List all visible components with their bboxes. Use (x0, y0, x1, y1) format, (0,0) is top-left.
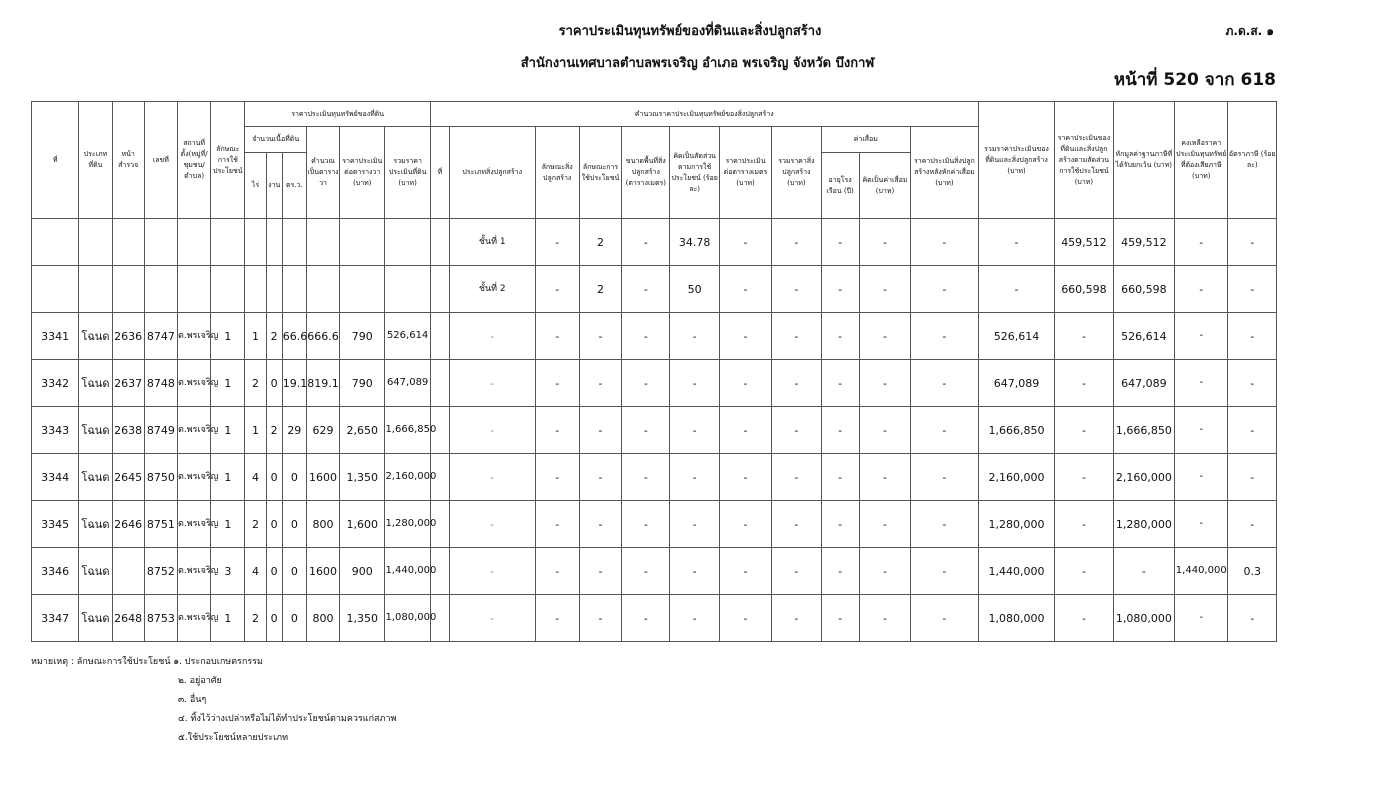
cell-bprice: - (719, 454, 771, 501)
cell-land: 2,160,000 (385, 454, 430, 501)
note-item: ๕.ใช้ประโยชน์หลายประเภท (178, 733, 289, 743)
cell-btotal: - (772, 407, 821, 454)
cell-age: - (821, 454, 859, 501)
cell-btotal: - (772, 548, 821, 595)
cell-usage: 3 (211, 548, 245, 595)
cell-land: 1,440,000 (385, 548, 430, 595)
cell: 34.78 (670, 219, 719, 266)
cell: 660,598 (1055, 266, 1113, 313)
cell-loc: ต.พรเจริญ (178, 407, 211, 454)
col-bldg-type: ประเภทสิ่งปลูกสร้าง (449, 127, 535, 219)
cell-ngan: 2 (266, 407, 282, 454)
cell-ratio: - (670, 454, 719, 501)
cell-depr: - (859, 595, 910, 642)
cell: 50 (670, 266, 719, 313)
cell-area: 800 (306, 501, 339, 548)
cell: - (622, 266, 670, 313)
cell-bprice: - (719, 595, 771, 642)
cell: 459,512 (1113, 219, 1174, 266)
cell-bkind: - (535, 595, 579, 642)
cell-age: - (821, 407, 859, 454)
cell-rate: - (1228, 595, 1277, 642)
group-land: ราคาประเมินทุนทรัพย์ของที่ดิน (245, 102, 430, 127)
cell-wa: 0 (282, 454, 306, 501)
page-title: ราคาประเมินทุนทรัพย์ของที่ดินและสิ่งปลูกสร้าง (558, 24, 822, 39)
col-survey-page: หน้าสำรวจ (112, 102, 144, 219)
cell-price: 900 (340, 548, 385, 595)
page-number: หน้าที่ 520 จาก 618 (1113, 70, 1276, 90)
cell-taxable: 1,440,000 (1175, 548, 1228, 595)
cell-land: 1,080,000 (385, 595, 430, 642)
cell-ratio: - (670, 407, 719, 454)
page-subtitle: สำนักงานเทศบาลตำบลพรเจริญ อำเภอ พรเจริญ จังหวัด บึงกาฬ (520, 56, 875, 71)
cell-total: 1,080,000 (978, 595, 1055, 642)
cell-depr: - (859, 360, 910, 407)
cell: - (978, 266, 1055, 313)
group-depreciation: ค่าเสื่อม (821, 127, 911, 153)
cell-busage: - (579, 454, 621, 501)
cell-bsize: - (622, 360, 670, 407)
cell-loc: ต.พรเจริญ (178, 501, 211, 548)
cell-btype: - (449, 407, 535, 454)
cell-prop: - (1055, 595, 1113, 642)
cell-ratio: - (670, 548, 719, 595)
cell-area: 800 (306, 595, 339, 642)
cell-price: 790 (340, 313, 385, 360)
cell: - (719, 266, 771, 313)
cell-land: 1,280,000 (385, 501, 430, 548)
cell-exempt: 2,160,000 (1113, 454, 1174, 501)
col-wa: ตร.ว. (282, 153, 306, 219)
cell-bsize: - (622, 501, 670, 548)
cell-total: 1,666,850 (978, 407, 1055, 454)
cell-price: 790 (340, 360, 385, 407)
cell: - (772, 219, 821, 266)
col-price-sqm: ราคาประเมินต่อตารางเมตร (บาท) (719, 127, 771, 219)
cell-area: 1600 (306, 548, 339, 595)
table-row (32, 595, 1277, 642)
cell: - (911, 266, 979, 313)
cell-age: - (821, 313, 859, 360)
cell-page: 2638 (112, 407, 144, 454)
cell-wa: 0 (282, 595, 306, 642)
col-no: ที่ (32, 102, 79, 219)
cell-btype: - (449, 360, 535, 407)
cell-exempt: - (1113, 548, 1174, 595)
cell-type: โฉนด (79, 360, 112, 407)
cell-usage: 1 (211, 501, 245, 548)
cell-loc: ต.พรเจริญ (178, 360, 211, 407)
assessment-table (31, 101, 1277, 642)
floor-row (32, 219, 1277, 266)
cell: - (772, 266, 821, 313)
floor-row (32, 266, 1277, 313)
cell-page: 2637 (112, 360, 144, 407)
notes (31, 653, 396, 748)
note-item: ๒. อยู่อาศัย (178, 676, 222, 686)
cell-wa: 29 (282, 407, 306, 454)
cell-type: โฉนด (79, 548, 112, 595)
cell-rate: - (1228, 407, 1277, 454)
cell-btotal: - (772, 313, 821, 360)
col-ngan: งาน (266, 153, 282, 219)
cell-rate: 0.3 (1228, 548, 1277, 595)
cell-taxable: - (1175, 313, 1228, 360)
cell-ngan: 0 (266, 501, 282, 548)
note-item: ๑. ประกอบเกษตรกรรม (173, 657, 263, 667)
cell-doc: 8747 (144, 313, 177, 360)
cell-type: โฉนด (79, 407, 112, 454)
cell-after: - (911, 360, 979, 407)
cell-age: - (821, 595, 859, 642)
cell-after: - (911, 407, 979, 454)
cell-bprice: - (719, 407, 771, 454)
cell-age: - (821, 548, 859, 595)
cell-ratio: - (670, 313, 719, 360)
cell-price: 1,350 (340, 595, 385, 642)
cell-ngan: 0 (266, 360, 282, 407)
cell-doc: 8748 (144, 360, 177, 407)
cell-ratio: - (670, 501, 719, 548)
cell: 2 (579, 219, 621, 266)
cell-ratio: - (670, 360, 719, 407)
cell-area: 666.6 (306, 313, 339, 360)
cell-exempt: 526,614 (1113, 313, 1174, 360)
group-area: จำนวนเนื้อที่ดิน (245, 127, 306, 153)
col-usage: ลักษณะการใช้ประโยชน์ (211, 102, 245, 219)
cell: - (1175, 266, 1228, 313)
cell: - (535, 266, 579, 313)
col-exempt: หักมูลค่าฐานภาษีที่ได้รับยกเว้น (บาท) (1113, 102, 1174, 219)
col-rate: อัตราภาษี (ร้อยละ) (1228, 102, 1277, 219)
cell-btype: - (449, 313, 535, 360)
table-row (32, 407, 1277, 454)
form-code: ภ.ด.ส. ๑ (1225, 24, 1274, 38)
cell-no: 3347 (32, 595, 79, 642)
cell-age: - (821, 360, 859, 407)
cell-rate: - (1228, 313, 1277, 360)
cell-prop: - (1055, 548, 1113, 595)
cell-usage: 1 (211, 313, 245, 360)
cell-loc: ต.พรเจริญ (178, 454, 211, 501)
col-doc-type: ประเภทที่ดิน (79, 102, 112, 219)
cell-price: 1,600 (340, 501, 385, 548)
note-item: ๔. ทิ้งไว้ว่างเปล่าหรือไม่ได้ทำประโยชน์ตามควรแก่สภาพ (178, 714, 397, 724)
cell-wa: 19.1 (282, 360, 306, 407)
cell-land: 647,089 (385, 360, 430, 407)
cell-btype: - (449, 454, 535, 501)
cell-taxable: - (1175, 595, 1228, 642)
col-price-wa: ราคาประเมินต่อตารางวา (บาท) (340, 127, 385, 219)
cell: - (1228, 219, 1277, 266)
cell-total: 1,280,000 (978, 501, 1055, 548)
cell-type: โฉนด (79, 454, 112, 501)
cell-exempt: 647,089 (1113, 360, 1174, 407)
cell-depr: - (859, 548, 910, 595)
col-depr: คิดเป็นค่าเสื่อม (บาท) (859, 153, 910, 219)
cell-wa: 66.6 (282, 313, 306, 360)
cell-doc: 8753 (144, 595, 177, 642)
cell-taxable: - (1175, 501, 1228, 548)
cell-btype: - (449, 548, 535, 595)
cell-rai: 4 (245, 548, 266, 595)
cell-doc: 8751 (144, 501, 177, 548)
col-usage-ratio: คิดเป็นสัดส่วนตามการใช้ประโยชน์ (ร้อยละ) (670, 127, 719, 219)
cell-age: - (821, 501, 859, 548)
cell: - (821, 266, 859, 313)
cell-area: 1600 (306, 454, 339, 501)
cell-exempt: 1,666,850 (1113, 407, 1174, 454)
cell-loc: ต.พรเจริญ (178, 595, 211, 642)
cell-after: - (911, 313, 979, 360)
cell: - (911, 219, 979, 266)
cell-page: 2646 (112, 501, 144, 548)
cell-area: 819.1 (306, 360, 339, 407)
cell-no: 3346 (32, 548, 79, 595)
cell: - (821, 219, 859, 266)
cell-usage: 1 (211, 360, 245, 407)
cell-total: 526,614 (978, 313, 1055, 360)
cell-type: โฉนด (79, 501, 112, 548)
cell-rai: 2 (245, 360, 266, 407)
cell-exempt: 1,080,000 (1113, 595, 1174, 642)
cell-prop: - (1055, 313, 1113, 360)
cell: 459,512 (1055, 219, 1113, 266)
cell-ngan: 0 (266, 548, 282, 595)
cell-ngan: 0 (266, 595, 282, 642)
cell: 660,598 (1113, 266, 1174, 313)
cell-busage: - (579, 407, 621, 454)
cell-bprice: - (719, 501, 771, 548)
cell-no: 3344 (32, 454, 79, 501)
cell-depr: - (859, 313, 910, 360)
cell-busage: - (579, 595, 621, 642)
cell-rate: - (1228, 454, 1277, 501)
cell: - (859, 266, 910, 313)
cell-prop: - (1055, 407, 1113, 454)
cell-bsize: - (622, 595, 670, 642)
col-area-wa: คำนวณเป็นตารางวา (306, 127, 339, 219)
cell-page (112, 548, 144, 595)
cell-wa: 0 (282, 548, 306, 595)
table-row (32, 548, 1277, 595)
cell-no: 3342 (32, 360, 79, 407)
cell-no: 3345 (32, 501, 79, 548)
cell-doc: 8752 (144, 548, 177, 595)
group-building: คำนวณราคาประเมินทุนทรัพย์ของสิ่งปลูกสร้าง (430, 102, 978, 127)
notes-label: หมายเหตุ : ลักษณะการใช้ประโยชน์ (31, 657, 171, 667)
cell-busage: - (579, 360, 621, 407)
col-bldg-kind: ลักษณะสิ่งปลูกสร้าง (535, 127, 579, 219)
cell-btotal: - (772, 595, 821, 642)
cell-bkind: - (535, 454, 579, 501)
cell-busage: - (579, 501, 621, 548)
cell-loc: ต.พรเจริญ (178, 548, 211, 595)
col-taxable: คงเหลือราคาประเมินทุนทรัพย์ที่ต้องเสียภาษี (บาท) (1175, 102, 1228, 219)
cell-bprice: - (719, 360, 771, 407)
col-bldg-after: ราคาประเมินสิ่งปลูกสร้างหลังหักค่าเสื่อม (บาท) (911, 127, 979, 219)
cell-bkind: - (535, 407, 579, 454)
cell-btype: - (449, 501, 535, 548)
cell-page: 2645 (112, 454, 144, 501)
cell-price: 1,350 (340, 454, 385, 501)
cell-bsize: - (622, 454, 670, 501)
cell: - (1228, 266, 1277, 313)
cell-usage: 1 (211, 407, 245, 454)
cell-total: 647,089 (978, 360, 1055, 407)
cell-busage: - (579, 548, 621, 595)
cell-total: 2,160,000 (978, 454, 1055, 501)
cell-depr: - (859, 501, 910, 548)
cell-taxable: - (1175, 407, 1228, 454)
cell-after: - (911, 595, 979, 642)
cell-page: 2636 (112, 313, 144, 360)
cell: - (535, 219, 579, 266)
note-item: ๓. อื่นๆ (178, 695, 207, 705)
floor-label: ชั้นที่ 2 (449, 266, 535, 313)
cell-bprice: - (719, 313, 771, 360)
cell-taxable: - (1175, 360, 1228, 407)
cell-total: 1,440,000 (978, 548, 1055, 595)
cell-no: 3341 (32, 313, 79, 360)
cell-rai: 2 (245, 501, 266, 548)
floor-label: ชั้นที่ 1 (449, 219, 535, 266)
cell: - (978, 219, 1055, 266)
cell-no: 3343 (32, 407, 79, 454)
col-doc-no: เลขที่ (144, 102, 177, 219)
cell-wa: 0 (282, 501, 306, 548)
cell-price: 2,650 (340, 407, 385, 454)
cell-prop: - (1055, 501, 1113, 548)
table-row (32, 454, 1277, 501)
cell-prop: - (1055, 360, 1113, 407)
col-rai: ไร่ (245, 153, 266, 219)
cell-bldg-no (430, 313, 449, 360)
cell: - (1175, 219, 1228, 266)
cell-land: 1,666,850 (385, 407, 430, 454)
cell-depr: - (859, 407, 910, 454)
col-bldg-usage: ลักษณะการใช้ประโยชน์ (579, 127, 621, 219)
cell-bsize: - (622, 548, 670, 595)
col-bldg-no: ที่ (430, 127, 449, 219)
cell-rai: 2 (245, 595, 266, 642)
cell-bkind: - (535, 360, 579, 407)
cell-ngan: 0 (266, 454, 282, 501)
cell-doc: 8750 (144, 454, 177, 501)
cell-bsize: - (622, 313, 670, 360)
cell-page: 2648 (112, 595, 144, 642)
cell-rate: - (1228, 501, 1277, 548)
cell-bsize: - (622, 407, 670, 454)
cell-doc: 8749 (144, 407, 177, 454)
cell-type: โฉนด (79, 595, 112, 642)
cell-bprice: - (719, 548, 771, 595)
col-land-total: รวมราคาประเมินที่ดิน (บาท) (385, 127, 430, 219)
cell-area: 629 (306, 407, 339, 454)
cell-taxable: - (1175, 454, 1228, 501)
cell: - (859, 219, 910, 266)
col-total: รวมราคาประเมินของที่ดินและสิ่งปลูกสร้าง (บาท) (978, 102, 1055, 219)
cell: - (719, 219, 771, 266)
cell: 2 (579, 266, 621, 313)
cell-busage: - (579, 313, 621, 360)
cell-land: 526,614 (385, 313, 430, 360)
cell-depr: - (859, 454, 910, 501)
cell-bkind: - (535, 548, 579, 595)
cell-type: โฉนด (79, 313, 112, 360)
col-bldg-size: ขนาดพื้นที่สิ่งปลูกสร้าง (ตารางเมตร) (622, 127, 670, 219)
cell-btotal: - (772, 501, 821, 548)
cell-ratio: - (670, 595, 719, 642)
cell-rai: 1 (245, 407, 266, 454)
cell-bkind: - (535, 501, 579, 548)
table-row (32, 501, 1277, 548)
col-bldg-total: รวมราคาสิ่งปลูกสร้าง (บาท) (772, 127, 821, 219)
cell-usage: 1 (211, 454, 245, 501)
table-row (32, 360, 1277, 407)
cell-bkind: - (535, 313, 579, 360)
cell-after: - (911, 454, 979, 501)
cell-after: - (911, 501, 979, 548)
table-row (32, 313, 1277, 360)
cell-rai: 1 (245, 313, 266, 360)
cell-rai: 4 (245, 454, 266, 501)
cell-btotal: - (772, 454, 821, 501)
col-age: อายุโรงเรือน (ปี) (821, 153, 859, 219)
cell: - (622, 219, 670, 266)
col-prop-value: ราคาประเมินของที่ดินและสิ่งปลูกสร้างตามสัดส่วนการใช้ประโยชน์ (บาท) (1055, 102, 1113, 219)
col-location: สถานที่ตั้ง(หมู่ที่/ชุมชน/ตำบล) (178, 102, 211, 219)
cell-after: - (911, 548, 979, 595)
cell-btype: - (449, 595, 535, 642)
cell-rate: - (1228, 360, 1277, 407)
cell-ngan: 2 (266, 313, 282, 360)
cell-bldg-no (430, 360, 449, 407)
cell-loc: ต.พรเจริญ (178, 313, 211, 360)
cell-exempt: 1,280,000 (1113, 501, 1174, 548)
cell-usage: 1 (211, 595, 245, 642)
cell-btotal: - (772, 360, 821, 407)
cell-prop: - (1055, 454, 1113, 501)
